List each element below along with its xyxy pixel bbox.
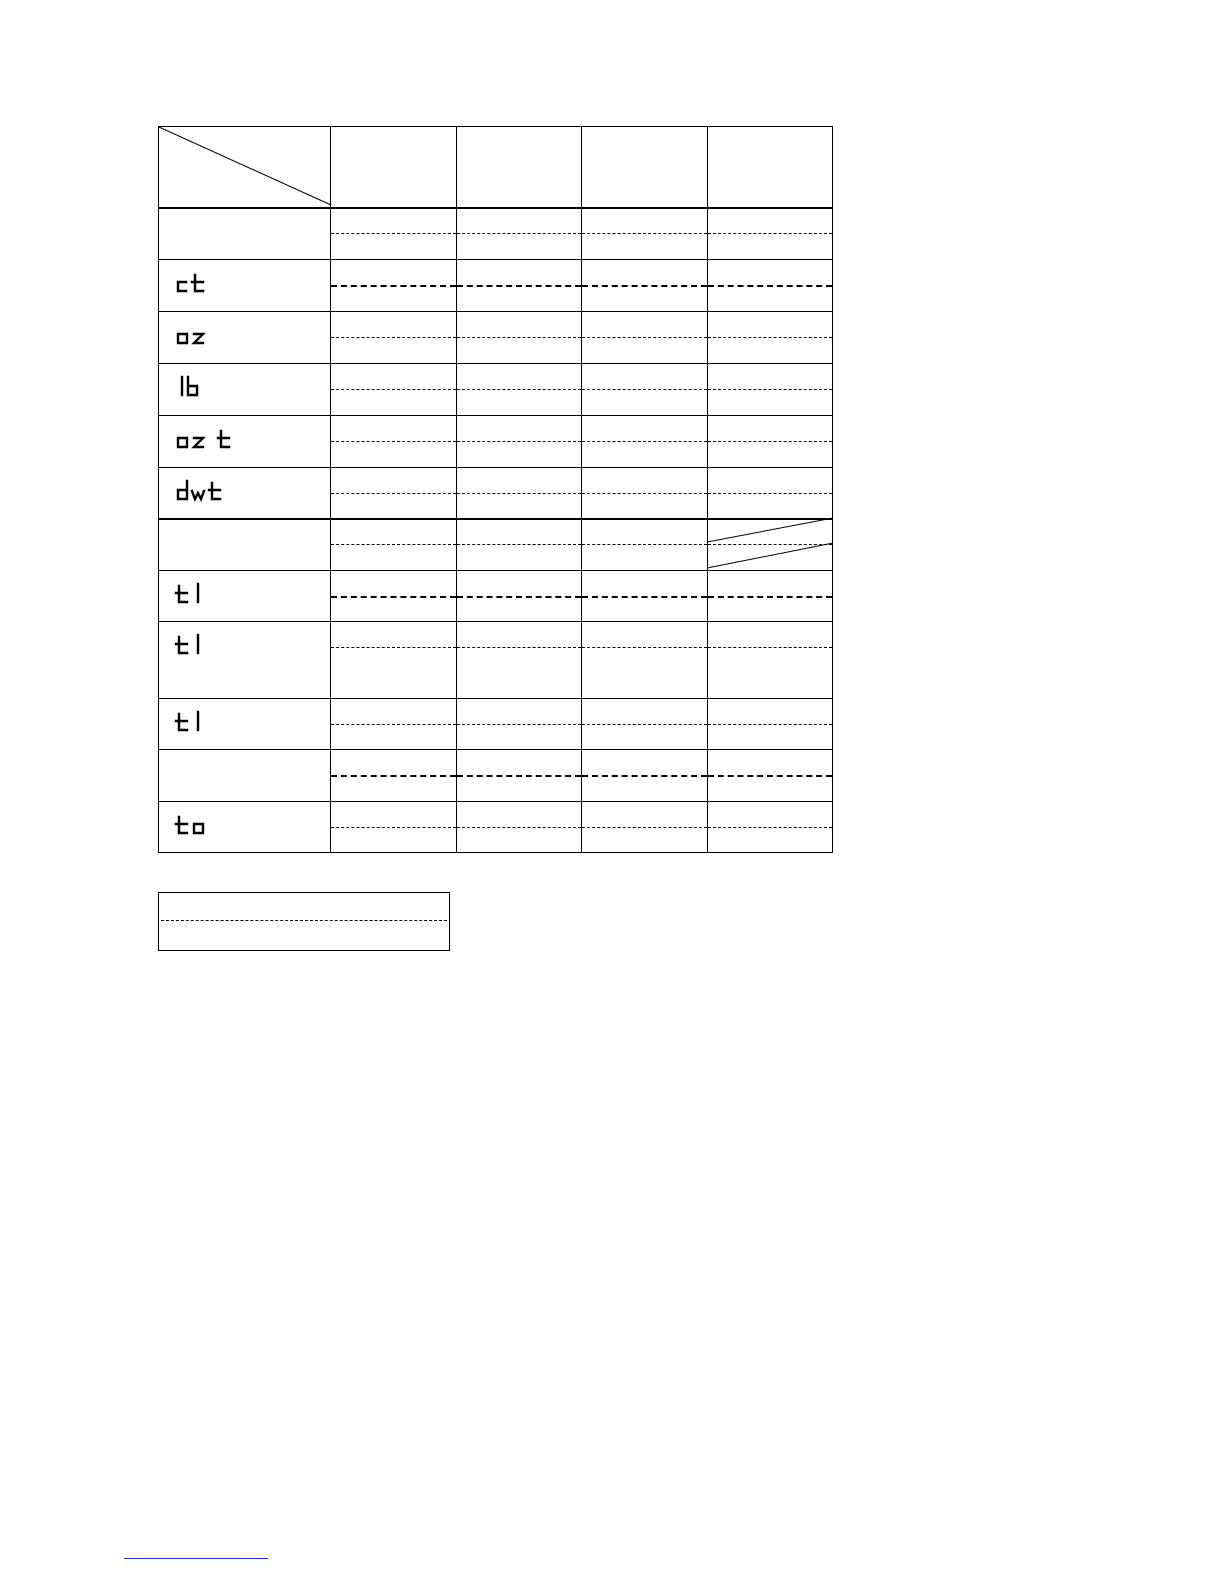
cell-entry-line [708,775,832,777]
row-label-oz [173,320,293,350]
row-label-blank [173,216,293,246]
column-divider [581,127,582,852]
cell-entry-line [708,389,832,390]
row-divider [159,467,832,468]
cell-entry-line [331,775,456,777]
cell-entry-line [582,493,707,494]
cell-entry-line [582,544,707,545]
cell-entry-line [708,441,832,442]
cell-entry-line [457,233,581,234]
row-divider [159,415,832,416]
row-label-lb [173,372,293,402]
cell-entry-line [331,596,456,598]
glyph-t [176,637,187,653]
row-label-tl [173,707,293,737]
note-box [158,892,450,951]
cell-entry-line [331,827,456,828]
cell-entry-line [331,389,456,390]
cell-entry-line [331,233,456,234]
cell-entry-line [331,544,456,545]
cell-entry-line [708,233,832,234]
cell-entry-line [708,493,832,494]
row-divider [159,801,832,802]
cell-entry-line [331,647,456,648]
cell-entry-line [331,337,456,338]
cell-entry-line [457,775,581,777]
cell-entry-line [457,596,581,598]
row-label-tl [173,630,293,660]
cell-entry-line [582,285,707,287]
cell-entry-line [331,441,456,442]
cell-entry-line [582,337,707,338]
row-label-to [173,810,293,840]
cell-entry-line [708,827,832,828]
cell-entry-line [457,441,581,442]
row-label-tl [173,579,293,609]
row-divider [159,621,832,622]
unit-table [158,126,833,853]
glyph-z [194,334,203,343]
glyph-t [176,586,187,602]
row-divider [159,311,832,312]
glyph-o [194,824,203,833]
row-divider [159,698,832,699]
row-label-blank [173,758,293,788]
glyph-z [194,438,203,447]
row-label-ct [173,268,293,298]
cell-entry-line [708,337,832,338]
row-label-oz-t [173,424,293,454]
cell-entry-line [331,724,456,725]
glyph-b [188,377,197,395]
cell-entry-line [582,827,707,828]
glyph-t [192,275,203,291]
cell-entry-line [457,389,581,390]
footer-link-underline [124,1558,268,1559]
cell-entry-line [457,544,581,545]
row-label-blank [173,527,293,557]
column-divider [707,127,708,852]
cell-entry-line [708,596,832,598]
cell-entry-line [582,775,707,777]
cell-entry-line [708,285,832,287]
cell-entry-line [708,647,832,648]
glyph-o [178,334,187,343]
glyph-w [192,491,204,499]
header-diagonal [159,127,331,205]
row-label-dwt [173,476,293,506]
glyph-o [178,438,187,447]
cell-entry-line [457,647,581,648]
glyph-t [209,483,220,499]
cell-entry-line [457,337,581,338]
glyph-d [178,481,187,499]
row-divider [159,749,832,750]
cell-entry-line [457,827,581,828]
cell-entry-line [582,724,707,725]
glyph-t [218,431,229,447]
row-divider [159,518,832,520]
cell-entry-line [708,544,832,545]
row-divider [159,259,832,260]
cell-entry-line [331,493,456,494]
glyph-c [178,282,186,291]
cell-entry-line [457,724,581,725]
cell-entry-line [457,493,581,494]
cell-entry-line [457,285,581,287]
column-divider [456,127,457,852]
glyph-t [176,714,187,730]
row-divider [159,363,832,364]
glyph-t [176,817,187,833]
row-divider [159,207,832,209]
cell-entry-line [582,596,707,598]
row-divider [159,570,832,571]
cell-entry-line [582,233,707,234]
cell-entry-line [708,724,832,725]
column-divider [330,127,331,852]
cell-entry-line [582,647,707,648]
cell-entry-line [331,285,456,287]
cell-entry-line [582,441,707,442]
cell-entry-line [582,389,707,390]
note-dashed-line [161,920,447,921]
